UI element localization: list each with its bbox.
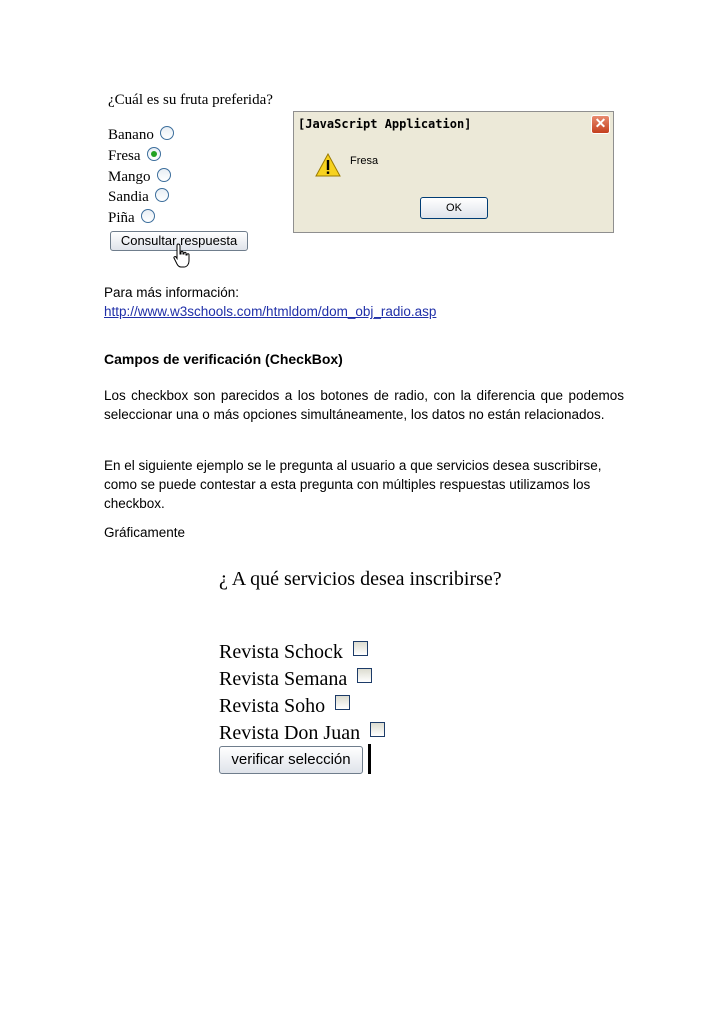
checkbox-label: Revista Don Juan	[219, 722, 361, 744]
example-description-paragraph: En el siguiente ejemplo se le pregunta al usuario a que servicios desea suscribirse, como se puede contestar a esta pregunta con múltiples respuestas utilizamos los checkbox.	[104, 458, 602, 511]
radio-option-sandia[interactable]	[108, 188, 169, 206]
checkbox-label: Revista Schock	[219, 641, 343, 663]
radio-button[interactable]	[157, 168, 171, 182]
radio-button-checked[interactable]	[147, 147, 161, 161]
checkbox-option-don-juan[interactable]	[219, 722, 385, 745]
dialog-message: Fresa	[350, 155, 379, 167]
checkbox-section-heading: Campos de verificación (CheckBox)	[104, 351, 343, 367]
dialog-title: [JavaScript Application]	[298, 117, 472, 131]
radio-label: Fresa	[108, 148, 141, 164]
consultar-respuesta-button[interactable]: Consultar respuesta	[110, 231, 248, 251]
radio-button[interactable]	[160, 126, 174, 140]
w3schools-link[interactable]: http://www.w3schools.com/htmldom/dom_obj_radio.asp	[104, 304, 437, 319]
radio-button[interactable]	[155, 188, 169, 202]
checkbox-option-soho[interactable]	[219, 695, 350, 718]
checkbox-option-schock[interactable]	[219, 641, 368, 664]
radio-label: Sandia	[108, 189, 149, 205]
radio-option-fresa[interactable]	[108, 147, 161, 165]
dialog-titlebar[interactable]	[294, 112, 613, 138]
checkbox-option-semana[interactable]	[219, 668, 372, 691]
radio-label: Mango	[108, 169, 151, 185]
close-icon[interactable]: ✕	[591, 115, 610, 134]
radio-option-pina[interactable]	[108, 209, 155, 227]
radio-option-banano[interactable]	[108, 126, 174, 144]
radio-label: Piña	[108, 210, 135, 226]
radio-option-mango[interactable]	[108, 168, 171, 186]
checkbox[interactable]	[335, 695, 350, 710]
radio-label: Banano	[108, 127, 154, 143]
more-info-label: Para más información:	[104, 285, 240, 300]
graficamente-label: Gráficamente	[104, 525, 186, 540]
radio-question: ¿Cuál es su fruta preferida?	[108, 92, 273, 108]
checkbox-label: Revista Semana	[219, 668, 348, 690]
javascript-alert-dialog	[293, 111, 614, 233]
checkbox[interactable]	[370, 722, 385, 737]
checkbox-description-paragraph: Los checkbox son parecidos a los botones de radio, con la diferencia que podemos seleccionar una o más opciones simultáneamente, los datos no están relacionados.	[104, 388, 624, 422]
hand-pointer-icon	[172, 243, 192, 269]
ok-button[interactable]: OK	[420, 197, 488, 219]
checkbox-label: Revista Soho	[219, 695, 326, 717]
checkbox-question: ¿ A qué servicios desea inscribirse?	[219, 568, 502, 590]
checkbox[interactable]	[357, 668, 372, 683]
radio-button[interactable]	[141, 209, 155, 223]
warning-icon	[315, 153, 341, 177]
checkbox[interactable]	[353, 641, 368, 656]
text-caret	[368, 744, 371, 774]
verificar-seleccion-button[interactable]: verificar selección	[219, 746, 363, 774]
